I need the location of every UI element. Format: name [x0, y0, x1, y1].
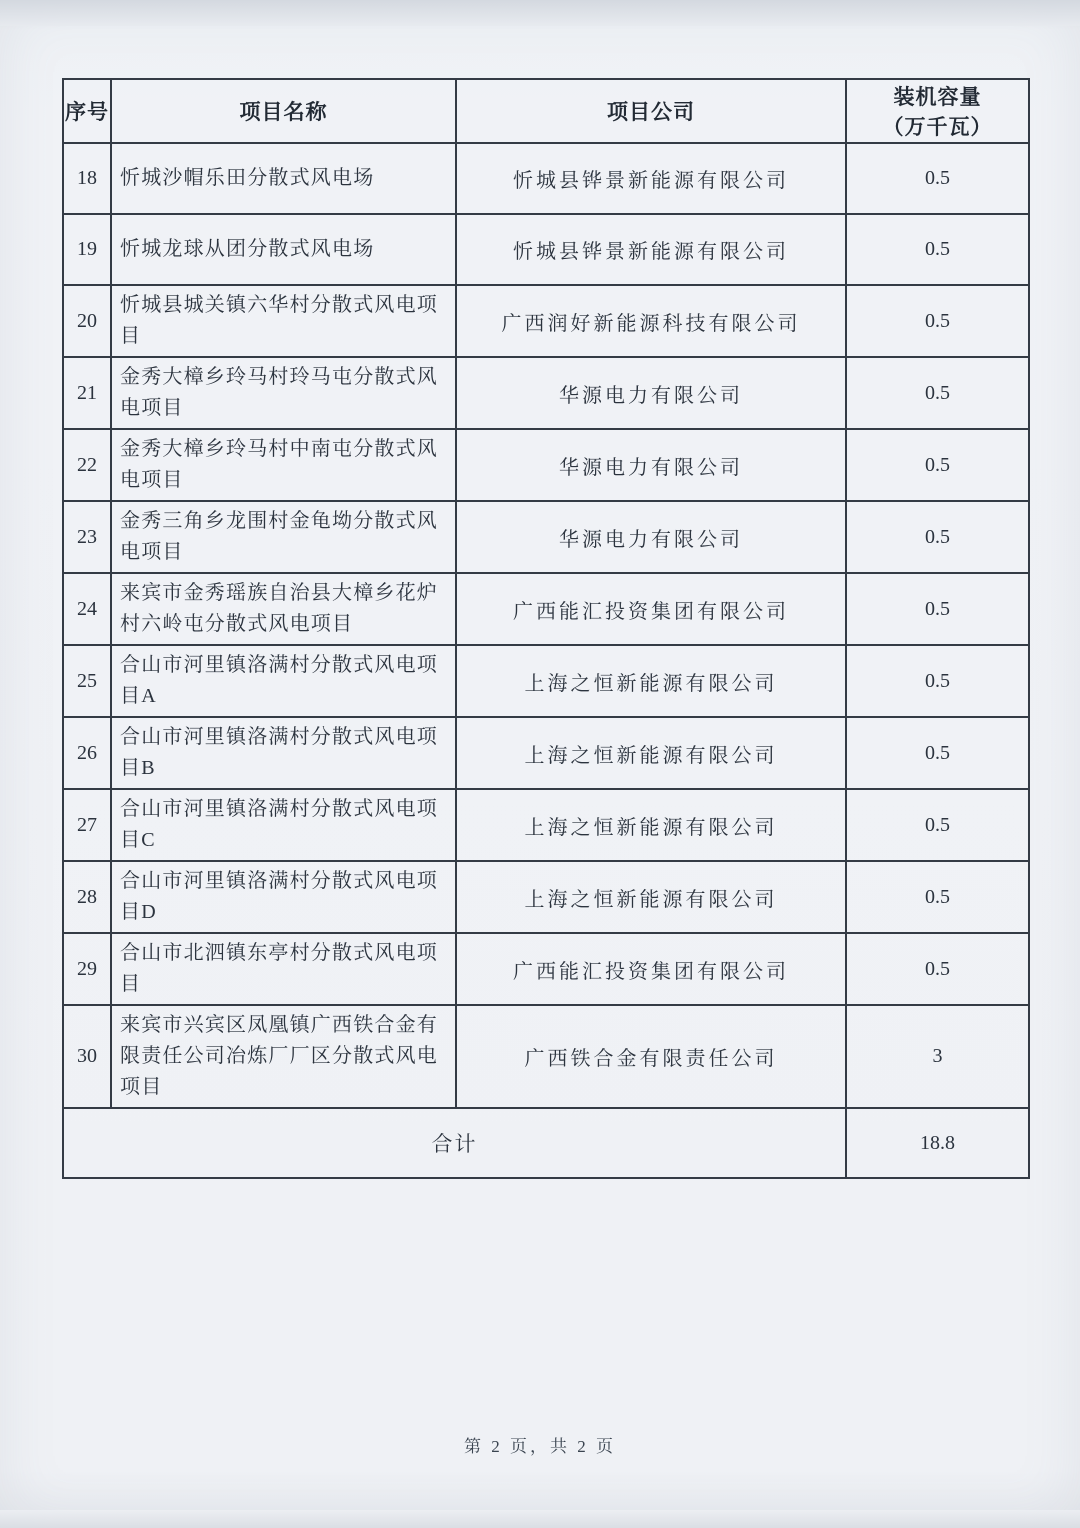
row-project-name: 合山市河里镇洛满村分散式风电项目C [111, 789, 456, 861]
row-project-name: 忻城沙帽乐田分散式风电场 [111, 143, 456, 214]
row-no: 28 [63, 861, 111, 933]
table-row [63, 573, 1029, 645]
row-project-name: 金秀大樟乡玲马村玲马屯分散式风电项目 [111, 357, 456, 429]
row-no: 26 [63, 717, 111, 789]
row-no: 18 [63, 143, 111, 214]
row-capacity: 0.5 [846, 143, 1029, 214]
row-capacity: 0.5 [846, 214, 1029, 285]
row-company: 上海之恒新能源有限公司 [456, 789, 846, 861]
header-no: 序号 [63, 79, 111, 143]
scan-edge-shade-bottom [0, 1510, 1080, 1528]
header-company: 项目公司 [456, 79, 846, 143]
row-capacity: 0.5 [846, 861, 1029, 933]
row-company: 忻城县铧景新能源有限公司 [456, 214, 846, 285]
row-capacity: 0.5 [846, 717, 1029, 789]
row-company: 广西铁合金有限责任公司 [456, 1005, 846, 1108]
row-no: 21 [63, 357, 111, 429]
table-row [63, 357, 1029, 429]
header-capacity-line2: （万千瓦） [882, 115, 993, 139]
table-row [63, 789, 1029, 861]
row-company: 上海之恒新能源有限公司 [456, 717, 846, 789]
row-project-name: 忻城县城关镇六华村分散式风电项目 [111, 285, 456, 357]
row-project-name: 忻城龙球从团分散式风电场 [111, 214, 456, 285]
row-company: 广西能汇投资集团有限公司 [456, 933, 846, 1005]
page-footer: 第 2 页，共 2 页 [464, 1437, 616, 1456]
row-capacity: 0.5 [846, 429, 1029, 501]
table-row [63, 501, 1029, 573]
wind-project-capacity-table [62, 78, 1030, 1179]
row-project-name: 合山市河里镇洛满村分散式风电项目A [111, 645, 456, 717]
table-header-row [63, 79, 1029, 143]
row-project-name: 合山市河里镇洛满村分散式风电项目B [111, 717, 456, 789]
row-no: 23 [63, 501, 111, 573]
row-no: 27 [63, 789, 111, 861]
table-total-row [63, 1108, 1029, 1178]
row-project-name: 来宾市兴宾区凤凰镇广西铁合金有限责任公司冶炼厂厂区分散式风电项目 [111, 1005, 456, 1108]
row-no: 30 [63, 1005, 111, 1108]
table-row [63, 645, 1029, 717]
table-row [63, 861, 1029, 933]
row-company: 广西润好新能源科技有限公司 [456, 285, 846, 357]
row-capacity: 0.5 [846, 645, 1029, 717]
row-capacity: 0.5 [846, 789, 1029, 861]
row-company: 华源电力有限公司 [456, 429, 846, 501]
row-capacity: 0.5 [846, 285, 1029, 357]
header-project-name: 项目名称 [111, 79, 456, 143]
table-row [63, 214, 1029, 285]
row-company: 上海之恒新能源有限公司 [456, 645, 846, 717]
row-project-name: 金秀大樟乡玲马村中南屯分散式风电项目 [111, 429, 456, 501]
scan-edge-shade-top [0, 0, 1080, 26]
row-no: 29 [63, 933, 111, 1005]
row-company: 广西能汇投资集团有限公司 [456, 573, 846, 645]
row-project-name: 来宾市金秀瑶族自治县大樟乡花炉村六岭屯分散式风电项目 [111, 573, 456, 645]
table-row [63, 285, 1029, 357]
row-project-name: 合山市河里镇洛满村分散式风电项目D [111, 861, 456, 933]
row-no: 19 [63, 214, 111, 285]
total-capacity: 18.8 [846, 1108, 1029, 1178]
header-capacity [846, 79, 1029, 143]
table-row [63, 1005, 1029, 1108]
row-project-name: 合山市北泗镇东亭村分散式风电项目 [111, 933, 456, 1005]
table-row [63, 933, 1029, 1005]
row-capacity: 0.5 [846, 573, 1029, 645]
row-project-name: 金秀三角乡龙围村金龟坳分散式风电项目 [111, 501, 456, 573]
row-company: 上海之恒新能源有限公司 [456, 861, 846, 933]
row-no: 20 [63, 285, 111, 357]
total-label: 合计 [63, 1108, 846, 1178]
row-company: 忻城县铧景新能源有限公司 [456, 143, 846, 214]
row-company: 华源电力有限公司 [456, 501, 846, 573]
row-capacity: 0.5 [846, 501, 1029, 573]
row-capacity: 0.5 [846, 933, 1029, 1005]
row-no: 25 [63, 645, 111, 717]
table-row [63, 143, 1029, 214]
row-no: 22 [63, 429, 111, 501]
row-no: 24 [63, 573, 111, 645]
row-company: 华源电力有限公司 [456, 357, 846, 429]
header-capacity-line1: 装机容量 [893, 85, 982, 109]
row-capacity: 0.5 [846, 357, 1029, 429]
row-capacity: 3 [846, 1005, 1029, 1108]
table-row [63, 717, 1029, 789]
table-row [63, 429, 1029, 501]
